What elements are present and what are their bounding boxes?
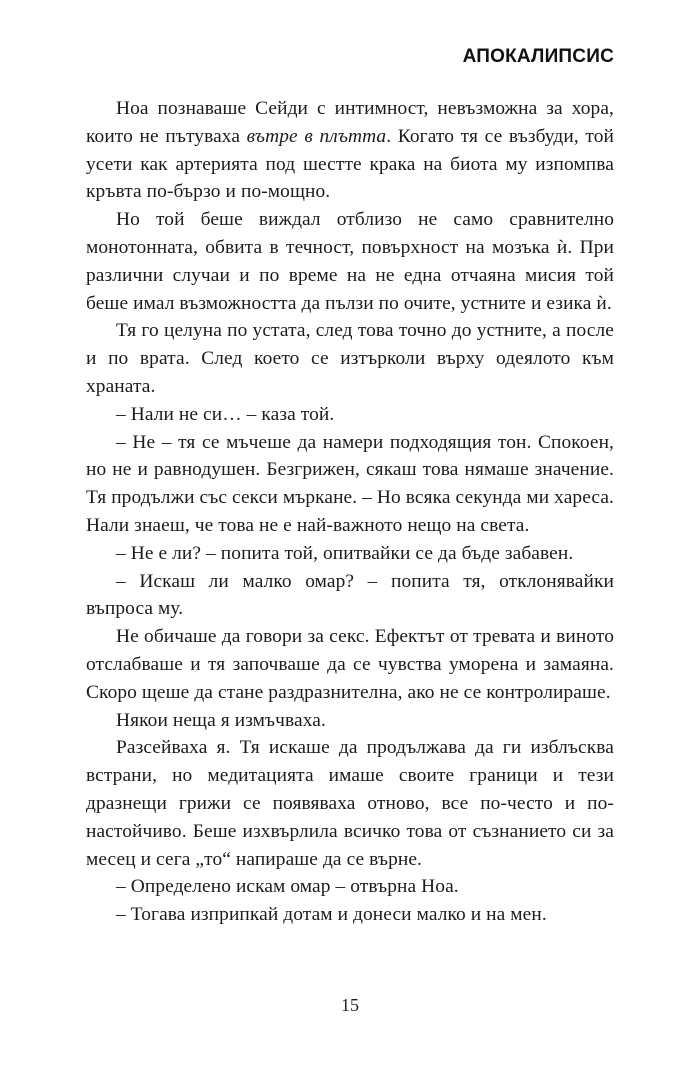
paragraph [86, 95, 614, 206]
body-text [86, 95, 614, 929]
paragraph: Тя го целуна по устата, след това точно до устните, а после и по врата. След което се изтърколи върху одеялото към храната. [86, 320, 614, 397]
page-number: 15 [341, 995, 359, 1015]
dialogue-line: – Искаш ли малко омар? – попита тя, отклонявайки въпроса му. [86, 570, 614, 620]
italic-phrase: вътре в плътта [246, 125, 387, 147]
dialogue-line: – Не е ли? – попита той, опитвайки се да бъде забавен. [116, 542, 574, 564]
paragraph: Някои неща я измъчваха. [116, 709, 326, 731]
paragraph-text: . Когато тя се възбуди, той усети как артерията под шестте крака на биота му изпомпва кръвта по-бързо и по-мощно. [86, 125, 614, 203]
dialogue-line: – Не – тя се мъчеше да намери подходящия тон. Спокоен, но не и равнодушен. Безгрижен, сякаш това нямаше значение. Тя продължи със секси мъркане. – Но всяка секунда ми хареса. Нали знаеш, че това не е най-важното нещо на света. [86, 431, 614, 536]
running-head-title: АПОКАЛИПСИС [462, 46, 614, 67]
dialogue-line: – Нали не си… – каза той. [116, 403, 335, 425]
paragraph: Разсейваха я. Тя искаше да продължава да ги изблъсква встрани, но медитацията имаше своите граници и тези дразнещи грижи се появяваха отново, все по-често и по-настойчиво. Беше изхвърлила всичко това от съзнанието си за месец и сега „то“ напираше да се върне. [86, 737, 614, 870]
paragraph-text: Ноа познаваше Сейди с интимност, невъзможна за хора, които не пътуваха [86, 98, 614, 147]
dialogue-line: – Тогава изприпкай дотам и донеси малко и на мен. [116, 904, 547, 926]
paragraph: Не обичаше да говори за секс. Ефектът от тревата и виното отслабваше и тя започваше да се чувства уморена и замаяна. Скоро щеше да стане раздразнителна, ако не се контролираше. [86, 626, 614, 703]
dialogue-line: – Определено искам омар – отвърна Ноа. [116, 876, 459, 898]
paragraph: Но той беше виждал отблизо не само сравнително монотонната, обвита в течност, повърхност на мозъка ѝ. При различни случаи и по време на не една отчаяна мисия той беше имал възможността да пълзи по очите, устните и езика ѝ. [86, 209, 614, 314]
